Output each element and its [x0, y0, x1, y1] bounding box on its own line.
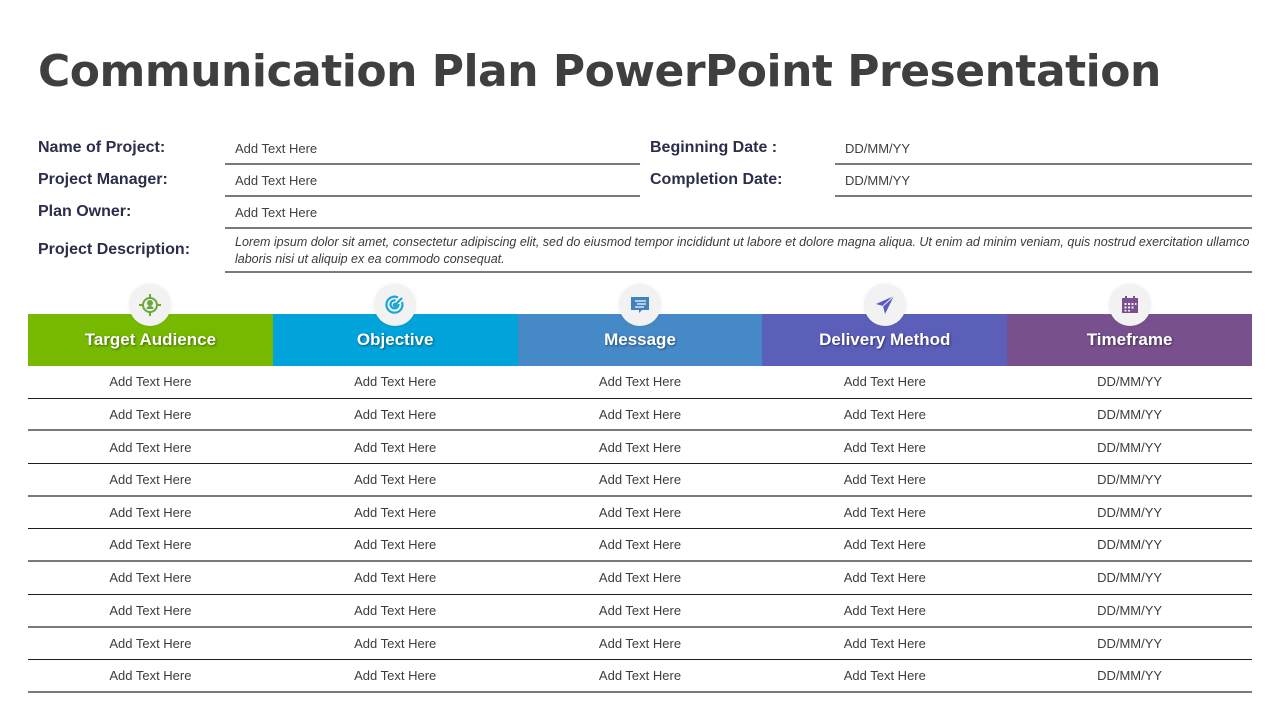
paper-plane-icon [864, 284, 906, 326]
objective-cell[interactable]: Add Text Here [354, 406, 437, 422]
message-cell[interactable]: Add Text Here [598, 635, 682, 651]
project-description-label: Project Description: [38, 241, 191, 258]
column-header-message [518, 314, 763, 366]
timeframe-cell[interactable]: DD/MM/YY [1097, 635, 1163, 651]
timeframe-cell[interactable]: DD/MM/YY [1097, 406, 1163, 422]
delivery-method-cell[interactable]: Add Text Here [843, 602, 926, 618]
column-header-label: Message [604, 330, 676, 349]
message-cell[interactable]: Add Text Here [598, 668, 682, 684]
table-row [28, 660, 1252, 693]
divider [225, 271, 1252, 273]
chat-message-icon [619, 284, 661, 326]
message-cell[interactable]: Add Text Here [598, 570, 682, 586]
completion-date-field[interactable]: DD/MM/YY [845, 173, 910, 188]
timeframe-cell[interactable]: DD/MM/YY [1097, 602, 1163, 618]
delivery-method-cell[interactable]: Add Text Here [843, 471, 926, 487]
message-cell[interactable]: Add Text Here [598, 537, 682, 553]
communication-table [28, 366, 1252, 693]
target-audience-cell[interactable]: Add Text Here [109, 471, 192, 487]
message-cell[interactable]: Add Text Here [598, 471, 682, 487]
delivery-method-cell[interactable]: Add Text Here [843, 668, 926, 684]
table-row [28, 366, 1252, 399]
message-cell[interactable]: Add Text Here [598, 602, 682, 618]
plan-owner-label: Plan Owner: [38, 203, 132, 220]
timeframe-cell[interactable]: DD/MM/YY [1097, 505, 1163, 521]
divider [225, 163, 640, 165]
timeframe-cell[interactable]: DD/MM/YY [1097, 668, 1163, 684]
objective-cell[interactable]: Add Text Here [354, 602, 437, 618]
objective-cell[interactable]: Add Text Here [354, 570, 437, 586]
column-header-timeframe [1007, 314, 1252, 366]
target-person-icon [129, 284, 171, 326]
objective-cell[interactable]: Add Text Here [354, 471, 437, 487]
table-row [28, 464, 1252, 497]
target-audience-cell[interactable]: Add Text Here [109, 602, 192, 618]
column-header-label: Delivery Method [819, 330, 951, 349]
divider [835, 163, 1252, 165]
timeframe-cell[interactable]: DD/MM/YY [1097, 439, 1163, 455]
target-audience-cell[interactable]: Add Text Here [109, 439, 192, 455]
target-audience-cell[interactable]: Add Text Here [109, 406, 192, 422]
bullseye-icon [374, 284, 416, 326]
timeframe-cell[interactable]: DD/MM/YY [1097, 374, 1163, 390]
project-manager-label: Project Manager: [38, 171, 168, 188]
target-audience-cell[interactable]: Add Text Here [109, 505, 192, 521]
objective-cell[interactable]: Add Text Here [354, 668, 437, 684]
table-header [28, 314, 1252, 366]
message-cell[interactable]: Add Text Here [598, 505, 682, 521]
name-of-project-label: Name of Project: [38, 139, 166, 156]
target-audience-cell[interactable]: Add Text Here [109, 537, 192, 553]
delivery-method-cell[interactable]: Add Text Here [843, 537, 926, 553]
table-row [28, 431, 1252, 464]
table-row [28, 595, 1252, 628]
timeframe-cell[interactable]: DD/MM/YY [1097, 570, 1163, 586]
delivery-method-cell[interactable]: Add Text Here [843, 570, 926, 586]
table-row [28, 529, 1252, 562]
table-row [28, 628, 1252, 661]
objective-cell[interactable]: Add Text Here [354, 505, 437, 521]
objective-cell[interactable]: Add Text Here [354, 537, 437, 553]
message-cell[interactable]: Add Text Here [598, 439, 682, 455]
page-title: Communication Plan PowerPoint Presentation [38, 46, 1161, 97]
beginning-date-label: Beginning Date : [650, 139, 778, 156]
objective-cell[interactable]: Add Text Here [354, 635, 437, 651]
timeframe-cell[interactable]: DD/MM/YY [1097, 471, 1163, 487]
delivery-method-cell[interactable]: Add Text Here [843, 406, 926, 422]
message-cell[interactable]: Add Text Here [598, 406, 682, 422]
delivery-method-cell[interactable]: Add Text Here [843, 505, 926, 521]
message-cell[interactable]: Add Text Here [598, 374, 682, 390]
column-header-label: Objective [356, 330, 434, 349]
objective-cell[interactable]: Add Text Here [354, 374, 437, 390]
table-row [28, 497, 1252, 530]
objective-cell[interactable]: Add Text Here [354, 439, 437, 455]
target-audience-cell[interactable]: Add Text Here [109, 570, 192, 586]
table-row [28, 399, 1252, 432]
divider [225, 227, 1252, 229]
project-description-field[interactable]: Lorem ipsum dolor sit amet, consectetur adipiscing elit, sed do eiusmod tempor incididunt ut labore et dolore magna aliqua. Ut enim ad minim veniam, quis nostrud exercitation ullamco laboris nisi ut aliquip ex ea commodo consequat. [235, 235, 1250, 266]
target-audience-cell[interactable]: Add Text Here [109, 374, 192, 390]
divider [225, 195, 640, 197]
calendar-icon [1109, 284, 1151, 326]
plan-owner-field[interactable]: Add Text Here [235, 205, 318, 220]
target-audience-cell[interactable]: Add Text Here [109, 668, 192, 684]
table-row [28, 562, 1252, 595]
completion-date-label: Completion Date: [650, 171, 783, 188]
column-header-label: Timeframe [1086, 330, 1173, 349]
project-manager-field[interactable]: Add Text Here [235, 173, 318, 188]
beginning-date-field[interactable]: DD/MM/YY [845, 141, 910, 156]
delivery-method-cell[interactable]: Add Text Here [843, 439, 926, 455]
column-header-label: Target Audience [84, 330, 217, 349]
timeframe-cell[interactable]: DD/MM/YY [1097, 537, 1163, 553]
delivery-method-cell[interactable]: Add Text Here [843, 635, 926, 651]
target-audience-cell[interactable]: Add Text Here [109, 635, 192, 651]
divider [835, 195, 1252, 197]
delivery-method-cell[interactable]: Add Text Here [843, 374, 926, 390]
column-header-target-audience [28, 314, 273, 366]
column-header-objective [273, 314, 518, 366]
column-header-delivery-method [762, 314, 1007, 366]
name-of-project-field[interactable]: Add Text Here [235, 141, 318, 156]
